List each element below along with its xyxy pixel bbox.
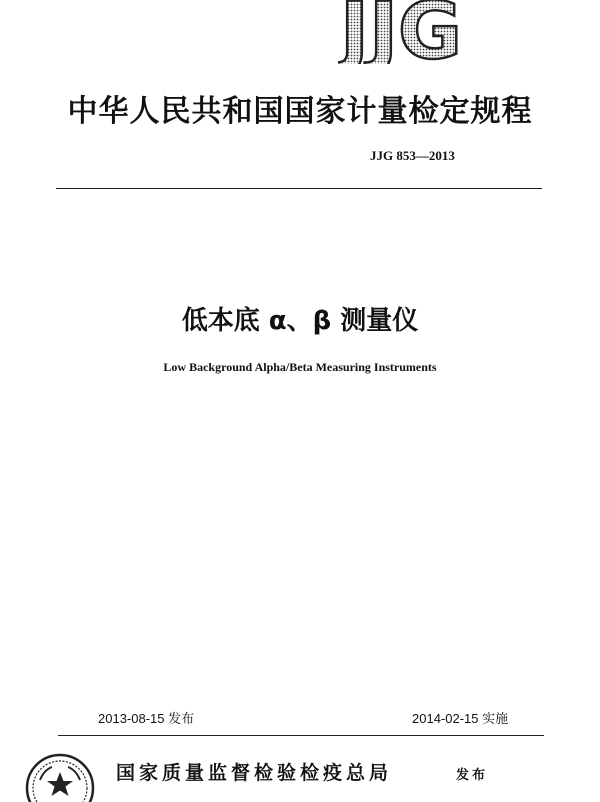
- jjg-logo-graphic: [338, 0, 516, 64]
- publisher-name: 国家质量监督检验检疫总局: [116, 762, 393, 784]
- standard-code: JJG 853—2013: [370, 148, 455, 163]
- series-title: 中华人民共和国国家计量检定规程: [67, 94, 533, 129]
- document-title-zh: 低本底 α、β 测量仪: [181, 306, 419, 336]
- implementation-date: 2014-02-15 实施: [412, 711, 509, 726]
- document-title-en: Low Background Alpha/Beta Measuring Instruments: [163, 360, 437, 374]
- issue-date: 2013-08-15 发布: [98, 711, 195, 726]
- seal-graphic: [24, 750, 96, 802]
- jjg-logo-text: JJG: [340, 0, 463, 64]
- agency-seal-icon: [24, 750, 96, 802]
- bottom-divider: [58, 735, 544, 736]
- publisher-suffix: 发布: [456, 768, 489, 783]
- jjg-logo: [338, 0, 516, 64]
- top-divider: [56, 188, 542, 189]
